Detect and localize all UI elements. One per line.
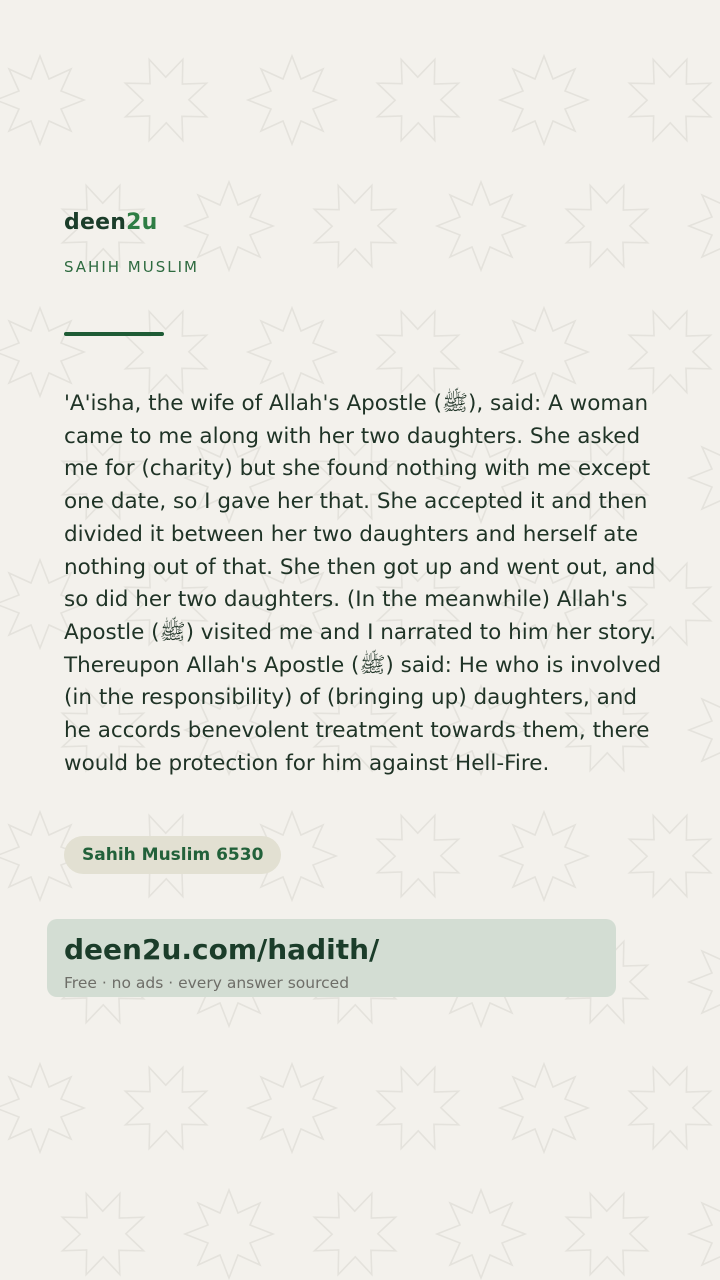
hadith-text: 'A'isha, the wife of Allah's Apostle (ﷺ), said: A woman came to me along with her two daughters. She asked me for (charity) but she found nothing with me except one date, so I gave her that. She accepted it and then divided it between her two daughters and herself ate nothing out of that. She then got up and went out, and so did her two daughters. (In the meanwhile) Allah's Apostle (ﷺ) visited me and I narrated to him her story. Thereupon Allah's Apostle (ﷺ) said: He who is involved (in the responsibility) of (bringing up) daughters, and he accords benevolent treatment towards them, there would be protection for him against Hell-Fire. <box>64 391 662 776</box>
brand-name-prefix: deen <box>64 210 127 235</box>
divider-rule <box>64 332 164 336</box>
cta-url[interactable]: deen2u.com/hadith/ <box>64 933 380 966</box>
collection-label: SAHIH MUSLIM <box>64 258 199 276</box>
brand-name-accent: 2u <box>126 210 158 235</box>
cta-tagline: Free · no ads · every answer sourced <box>64 974 350 992</box>
cta-card[interactable] <box>47 919 616 997</box>
brand-logo <box>64 210 157 235</box>
reference-badge: Sahih Muslim 6530 <box>64 836 281 874</box>
